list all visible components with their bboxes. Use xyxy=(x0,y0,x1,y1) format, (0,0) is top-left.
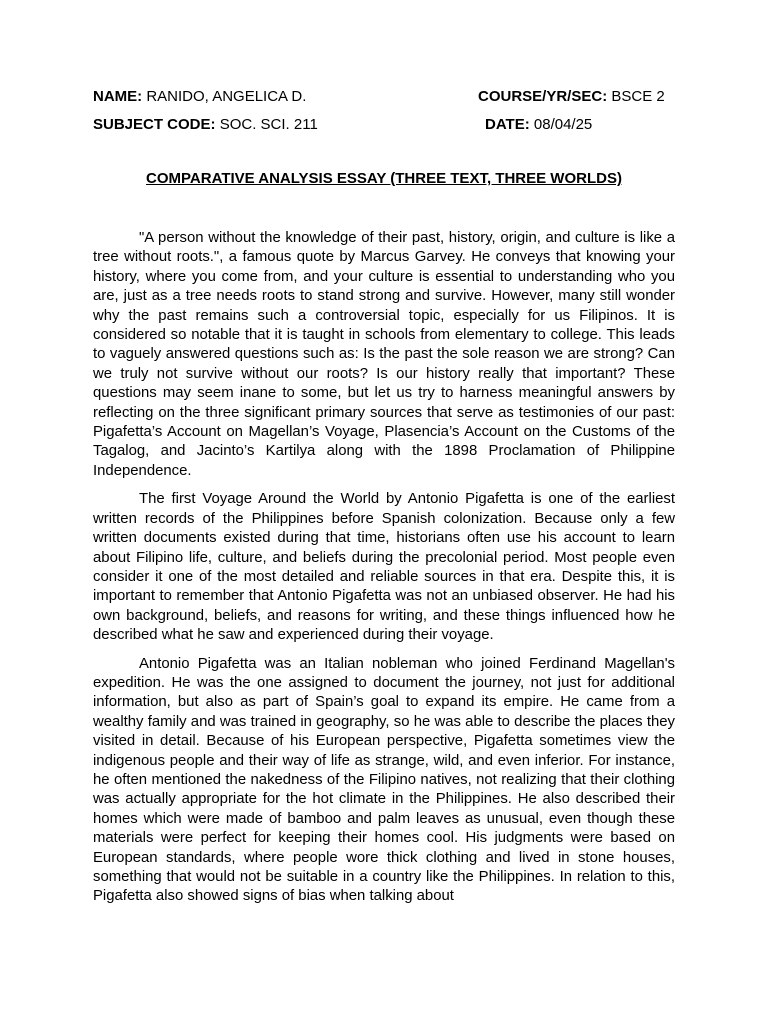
course-field xyxy=(478,87,665,107)
name-value: RANIDO, ANGELICA D. xyxy=(146,88,307,105)
essay-paragraph: "A person without the knowledge of their past, history, origin, and culture is like a tree without roots.", a famous quote by Marcus Garvey. He conveys that knowing your history, where you come from, and your culture is essential to understanding who you are, just as a tree needs roots to stand strong and survive. However, many still wonder why the past remains such a controversial topic, especially for us Filipinos. It is considered so notable that it is taught in schools from elementary to college. This leads to vaguely answered questions such as: Is the past the sole reason we are strong? Can we truly not survive without our roots? Is our history really that important? These questions may seem inane to some, but let us try to harness meaningful answers by reflecting on the three significant primary sources that serve as testimonies of our past: Pigafetta’s Account on Magellan’s Voyage, Plasencia’s Account on the Customs of the Tagalog, and Jacinto’s Kartilya along with the 1898 Proclamation of Philippine Independence. xyxy=(93,230,675,479)
date-value: 08/04/25 xyxy=(533,116,593,133)
subject-code-value: SOC. SCI. 211 xyxy=(219,116,318,133)
essay-body xyxy=(93,229,675,916)
name-field xyxy=(93,87,306,107)
name-label: NAME: xyxy=(93,88,143,105)
subject-code-field xyxy=(93,115,318,135)
essay-paragraph: The first Voyage Around the World by Antonio Pigafetta is one of the earliest written records of the Philippines before Spanish colonization. Because only a few written documents existed during that time, historians often use his account to learn about Filipino life, culture, and beliefs during the precolonial period. Most people even consider it one of the most detailed and reliable sources in that era. Despite this, it is important to remember that Antonio Pigafetta was not an unbiased observer. He had his own background, beliefs, and reasons for writing, and these things influenced how he described what he saw and experienced during their voyage. xyxy=(93,491,675,644)
essay-paragraph: Antonio Pigafetta was an Italian nobleman who joined Ferdinand Magellan's expedition. He was the one assigned to document the journey, not just for additional information, but also as part of Spain’s goal to expand its empire. He came from a wealthy family and was trained in geography, so he was able to describe the places they visited in detail. Because of his European perspective, Pigafetta sometimes view the indigenous people and their way of life as strange, wild, and even inferior. For instance, he often mentioned the nakedness of the Filipino natives, not realizing that their clothing was actually appropriate for the hot climate in the Philippines. He also described their homes which were made of bamboo and palm leaves as unusual, even though these materials were perfect for keeping their homes cool. His judgments were based on European standards, where people wore thick clothing and lived in stone houses, something that would not be suitable in a country like the Philippines. In relation to this, Pigafetta also showed signs of bias when talking about xyxy=(93,655,675,905)
subject-code-label: SUBJECT CODE: xyxy=(93,116,216,133)
essay-title: COMPARATIVE ANALYSIS ESSAY (THREE TEXT, THREE WORLDS) xyxy=(146,170,622,187)
date-field xyxy=(485,115,592,135)
course-label: COURSE/YR/SEC: xyxy=(478,88,608,105)
date-label: DATE: xyxy=(485,116,530,133)
course-value: BSCE 2 xyxy=(611,88,665,105)
